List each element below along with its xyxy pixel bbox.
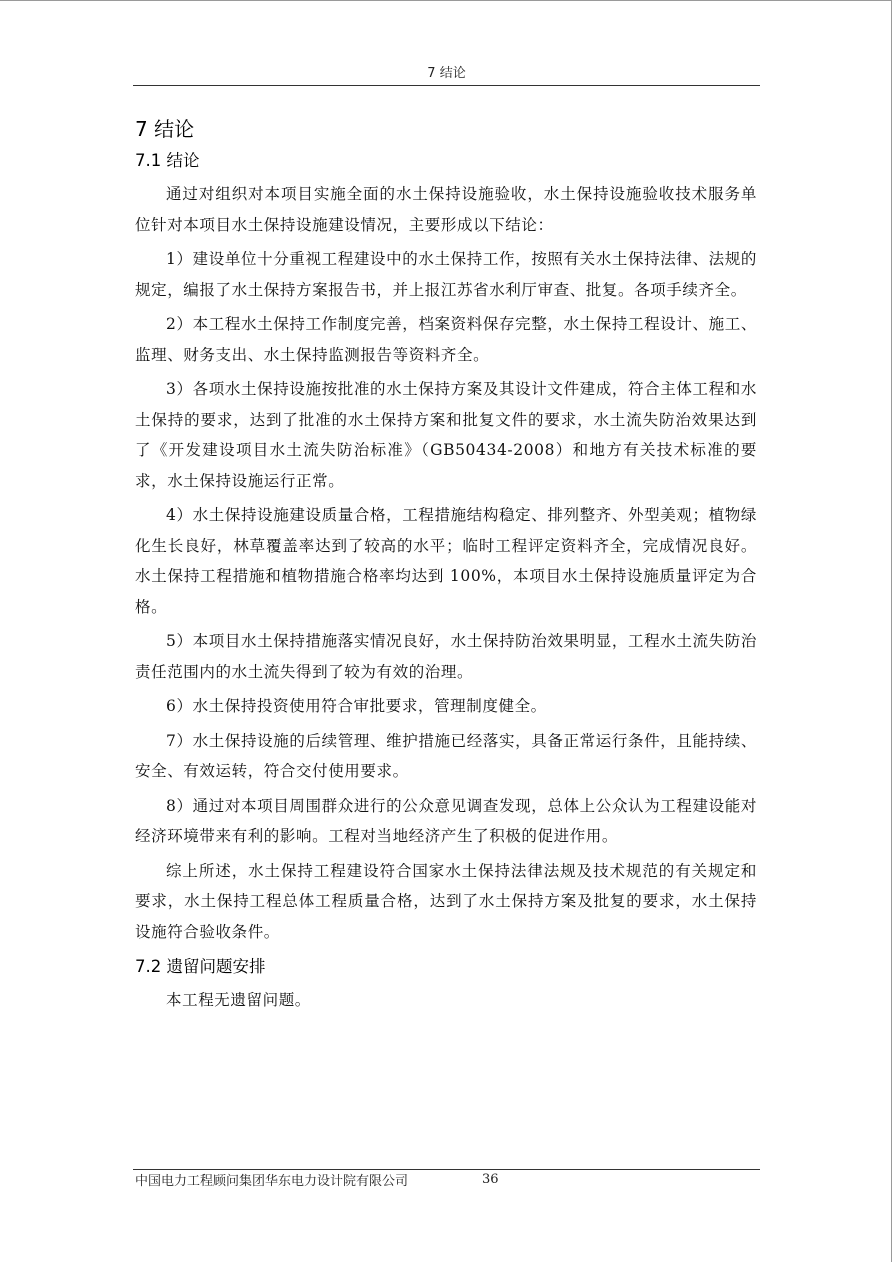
paragraph-conclusion-6: 6）水土保持投资使用符合审批要求，管理制度健全。 [166, 697, 547, 715]
section-title-7-2: 7.2 遗留问题安排 [135, 957, 266, 976]
paragraph-conclusion-4: 4）水土保持设施建设质量合格，工程措施结构稳定、排列整齐、外型美观；植物绿化生长良好，林草覆盖率达到了较高的水平；临时工程评定资料齐全，完成情况良好。水土保持工程措施和植物措施合格率均达到 100%，本项目水土保持设施质量评定为合格。 [135, 506, 757, 616]
paragraph-conclusion-2: 2）本工程水土保持工作制度完善，档案资料保存完整，水土保持工程设计、施工、监理、财务支出、水土保持监测报告等资料齐全。 [135, 315, 757, 364]
footer-divider [133, 1169, 760, 1170]
footer-company-name: 中国电力工程顾问集团华东电力设计院有限公司 [135, 1174, 409, 1189]
chapter-title: 7 结论 [135, 117, 195, 141]
header-divider [133, 85, 760, 86]
section-title-7-1: 7.1 结论 [135, 151, 200, 170]
paragraph-summary: 综上所述，水土保持工程建设符合国家水土保持法律法规及技术规范的有关规定和要求，水土保持工程总体工程质量合格，达到了水土保持方案及批复的要求，水土保持设施符合验收条件。 [135, 861, 757, 941]
paragraph-remaining-issues: 本工程无遗留问题。 [166, 991, 311, 1009]
page-body [135, 113, 757, 1020]
paragraph-conclusion-8: 8）通过对本项目周围群众进行的公众意见调查发现，总体上公众认为工程建设能对经济环境带来有利的影响。工程对当地经济产生了积极的促进作用。 [135, 796, 757, 845]
running-header: 7 结论 [427, 66, 466, 81]
paragraph-conclusion-5: 5）本项目水土保持措施落实情况良好，水土保持防治效果明显，工程水土流失防治责任范围内的水土流失得到了较为有效的治理。 [135, 632, 757, 681]
paragraph-conclusion-7: 7）水土保持设施的后续管理、维护措施已经落实，具备正常运行条件，且能持续、安全、有效运转，符合交付使用要求。 [135, 731, 757, 780]
paragraph-intro: 通过对组织对本项目实施全面的水土保持设施验收，水土保持设施验收技术服务单位针对本项目水土保持设施建设情况，主要形成以下结论： [135, 185, 757, 234]
paragraph-conclusion-3: 3）各项水土保持设施按批准的水土保持方案及其设计文件建成，符合主体工程和水土保持的要求，达到了批准的水土保持方案和批复文件的要求，水土流失防治效果达到了《开发建设项目水土流失防治标准》（GB50434-2008）和地方有关技术标准的要求，水土保持设施运行正常。 [135, 380, 757, 490]
page-number: 36 [482, 1172, 499, 1187]
paragraph-conclusion-1: 1）建设单位十分重视工程建设中的水土保持工作，按照有关水土保持法律、法规的规定，编报了水土保持方案报告书，并上报江苏省水利厅审查、批复。各项手续齐全。 [135, 250, 757, 299]
